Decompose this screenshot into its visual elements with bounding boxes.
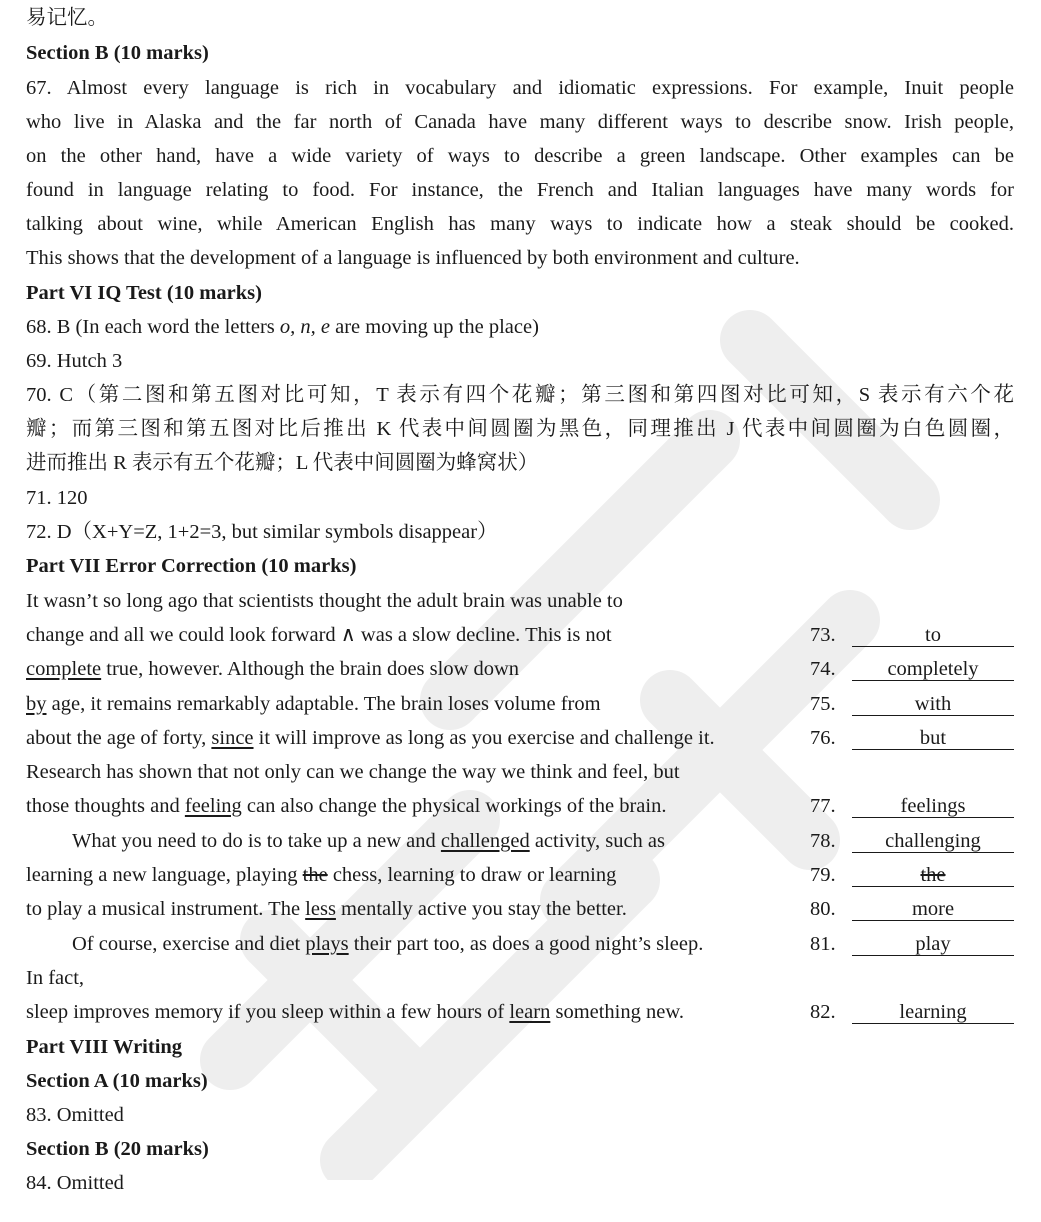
q70-line-2: 瓣；而第三图和第五图对比后推出 K 代表中间圆圈为黑色，同理推出 J 代表中间圆圈为白色圆圈，: [26, 418, 1014, 440]
q84-answer: 84. Omitted: [26, 1172, 124, 1194]
passage-line-5: about the age of forty, since it will improve as long as you exercise and challenge it.: [26, 727, 715, 749]
q68-letters: o, n, e: [279, 316, 330, 338]
answer-blank: completely: [852, 654, 1014, 681]
answer-number: 79.: [810, 864, 836, 886]
q68-answer: 68. B (In each word the letters o, n, e are moving up the place): [26, 316, 539, 338]
passage-line-1: It wasn’t so long ago that scientists thought the adult brain was unable to: [26, 590, 623, 612]
q83-answer: 83. Omitted: [26, 1104, 124, 1126]
passage-line-13: sleep improves memory if you sleep within a few hours of learn something new.: [26, 1001, 684, 1023]
part8-section-a: Section A (10 marks): [26, 1070, 208, 1092]
q67-line-5: talking about wine, while American English has many ways to indicate how a steak should be cooked.: [26, 213, 1014, 235]
answer-number: 77.: [810, 795, 836, 817]
q70-line-1: 70. C（第二图和第五图对比可知，T 表示有四个花瓣；第三图和第四图对比可知，S 表示有六个花: [26, 384, 1014, 406]
part7-heading: Part VII Error Correction (10 marks): [26, 555, 357, 577]
answer-blank: to: [852, 620, 1014, 647]
error-word: plays: [305, 933, 349, 955]
q67-line-6: This shows that the development of a language is influenced by both environment and culture.: [26, 247, 800, 269]
answer-blank: the: [852, 860, 1014, 887]
passage-line-4: by age, it remains remarkably adaptable. The brain loses volume from: [26, 693, 601, 715]
section-b-heading: Section B (10 marks): [26, 42, 209, 64]
answer-blank: with: [852, 689, 1014, 716]
answer-blank: but: [852, 723, 1014, 750]
q67-line-1: 67. Almost every language is rich in vocabulary and idiomatic expressions. For example, Inuit people: [26, 77, 1014, 99]
answer-number: 80.: [810, 898, 836, 920]
q71-answer: 71. 120: [26, 487, 88, 509]
passage-line-12: In fact,: [26, 967, 85, 989]
answer-blank: play: [852, 929, 1014, 956]
q70-line-3: 进而推出 R 表示有五个花瓣；L 代表中间圆圈为蜂窝状）: [26, 452, 539, 474]
passage-line-2: change and all we could look forward ∧ was a slow decline. This is not: [26, 624, 612, 646]
error-word: less: [305, 898, 336, 920]
error-word: since: [211, 727, 254, 749]
passage-line-6: Research has shown that not only can we change the way we think and feel, but: [26, 761, 680, 783]
part8-section-b: Section B (20 marks): [26, 1138, 209, 1160]
passage-line-7: those thoughts and feeling can also change the physical workings of the brain.: [26, 795, 667, 817]
q67-line-4: found in language relating to food. For instance, the French and Italian languages have many words for: [26, 179, 1014, 201]
passage-line-10: to play a musical instrument. The less mentally active you stay the better.: [26, 898, 627, 920]
part8-heading: Part VIII Writing: [26, 1036, 183, 1058]
answer-number: 82.: [810, 1001, 836, 1023]
error-word: by: [26, 693, 47, 715]
error-word: complete: [26, 658, 102, 680]
passage-line-8: What you need to do is to take up a new and challenged activity, such as: [72, 830, 666, 852]
answer-number: 73.: [810, 624, 836, 646]
passage-line-3: complete true, however. Although the brain does slow down: [26, 658, 520, 680]
answer-number: 75.: [810, 693, 836, 715]
part6-heading: Part VI IQ Test (10 marks): [26, 282, 262, 304]
passage-line-9: learning a new language, playing the chess, learning to draw or learning: [26, 864, 617, 886]
q67-line-3: on the other hand, have a wide variety of ways to describe a green landscape. Other examples can be: [26, 145, 1014, 167]
passage-line-11: Of course, exercise and diet plays their part too, as does a good night’s sleep.: [72, 933, 704, 955]
answer-blank: feelings: [852, 791, 1014, 818]
answer-blank: more: [852, 894, 1014, 921]
answer-number: 76.: [810, 727, 836, 749]
q67-line-2: who live in Alaska and the far north of Canada have many different ways to describe snow. Irish people,: [26, 111, 1014, 133]
error-word: feeling: [184, 795, 242, 817]
q69-answer: 69. Hutch 3: [26, 350, 123, 372]
struck-word: the: [302, 864, 328, 886]
top-fragment: 易记忆。: [26, 7, 108, 29]
answer-blank: learning: [852, 997, 1014, 1024]
answer-number: 78.: [810, 830, 836, 852]
answer-blank: challenging: [852, 826, 1014, 853]
answer-number: 81.: [810, 933, 836, 955]
error-word: learn: [509, 1001, 551, 1023]
error-word: challenged: [440, 830, 530, 852]
q72-answer: 72. D（X+Y=Z, 1+2=3, but similar symbols disappear）: [26, 521, 498, 543]
answer-number: 74.: [810, 658, 836, 680]
